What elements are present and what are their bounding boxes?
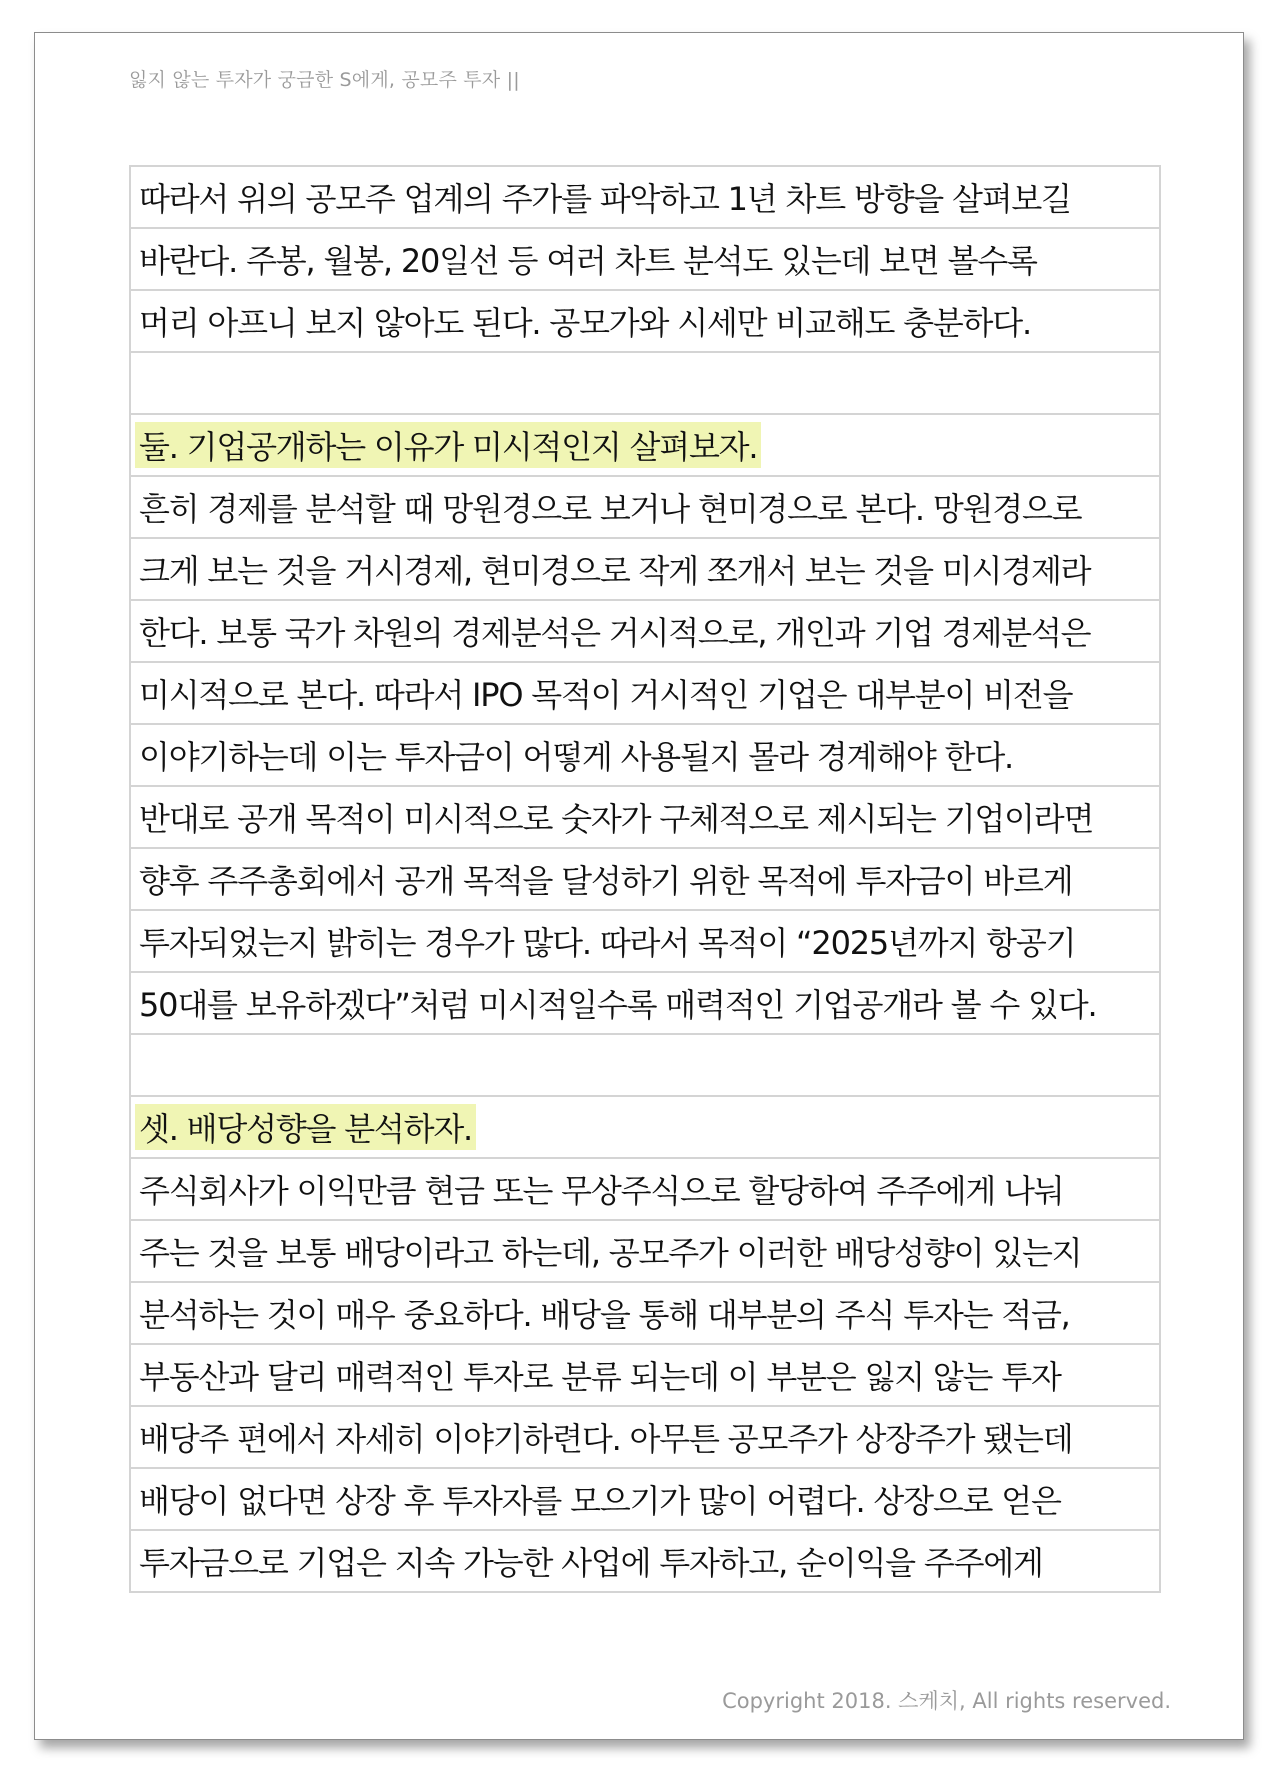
text-line-content: 따라서 위의 공모주 업계의 주가를 파악하고 1년 차트 방향을 살펴보길 — [139, 180, 1071, 218]
text-line — [131, 725, 1159, 787]
blank-line — [131, 1035, 1159, 1097]
text-line-content: 부동산과 달리 매력적인 투자로 분류 되는데 이 부분은 잃지 않는 투자 — [139, 1358, 1061, 1396]
text-line — [131, 1283, 1159, 1345]
text-line-content: 향후 주주총회에서 공개 목적을 달성하기 위한 목적에 투자금이 바르게 — [139, 862, 1073, 900]
text-line-content: 흔히 경제를 분석할 때 망원경으로 보거나 현미경으로 본다. 망원경으로 — [139, 490, 1082, 528]
text-line — [131, 787, 1159, 849]
text-line — [131, 911, 1159, 973]
text-line — [131, 1469, 1159, 1531]
section-heading-line — [131, 1097, 1159, 1159]
text-line — [131, 229, 1159, 291]
section-heading-two: 둘. 기업공개하는 이유가 미시적인지 살펴보자. — [135, 422, 761, 468]
text-line — [131, 1407, 1159, 1469]
text-line-content: 주식회사가 이익만큼 현금 또는 무상주식으로 할당하여 주주에게 나눠 — [139, 1172, 1064, 1210]
running-header: 잃지 않는 투자가 궁금한 S에게, 공모주 투자 || — [129, 69, 520, 91]
text-line-content: 투자금으로 기업은 지속 가능한 사업에 투자하고, 순이익을 주주에게 — [139, 1544, 1043, 1582]
text-line — [131, 477, 1159, 539]
text-line — [131, 167, 1159, 229]
text-line — [131, 1159, 1159, 1221]
text-line — [131, 849, 1159, 911]
copyright-footer: Copyright 2018. 스케치, All rights reserved. — [722, 1689, 1171, 1713]
text-line — [131, 601, 1159, 663]
body-text-table — [129, 165, 1161, 1593]
text-line-content: 분석하는 것이 매우 중요하다. 배당을 통해 대부분의 주식 투자는 적금, — [139, 1296, 1070, 1334]
text-line-content: 반대로 공개 목적이 미시적으로 숫자가 구체적으로 제시되는 기업이라면 — [139, 800, 1094, 838]
text-line-content: 주는 것을 보통 배당이라고 하는데, 공모주가 이러한 배당성향이 있는지 — [139, 1234, 1082, 1272]
text-line-content: 한다. 보통 국가 차원의 경제분석은 거시적으로, 개인과 기업 경제분석은 — [139, 614, 1091, 652]
text-line — [131, 663, 1159, 725]
text-line-content: 배당주 편에서 자세히 이야기하련다. 아무튼 공모주가 상장주가 됐는데 — [139, 1420, 1073, 1458]
text-line — [131, 1345, 1159, 1407]
section-heading-line — [131, 415, 1159, 477]
text-line — [131, 291, 1159, 353]
text-line-content: 배당이 없다면 상장 후 투자자를 모으기가 많이 어렵다. 상장으로 얻은 — [139, 1482, 1061, 1520]
text-line-content: 투자되었는지 밝히는 경우가 많다. 따라서 목적이 “2025년까지 항공기 — [139, 924, 1076, 962]
text-line-content: 바란다. 주봉, 월봉, 20일선 등 여러 차트 분석도 있는데 보면 볼수록 — [139, 242, 1037, 280]
text-line — [131, 1531, 1159, 1593]
text-line-content: 이야기하는데 이는 투자금이 어떻게 사용될지 몰라 경계해야 한다. — [139, 738, 1014, 776]
text-line-content: 머리 아프니 보지 않아도 된다. 공모가와 시세만 비교해도 충분하다. — [139, 304, 1031, 342]
text-line — [131, 1221, 1159, 1283]
text-line-content: 크게 보는 것을 거시경제, 현미경으로 작게 쪼개서 보는 것을 미시경제라 — [139, 552, 1091, 590]
text-line — [131, 973, 1159, 1035]
text-line-content: 미시적으로 본다. 따라서 IPO 목적이 거시적인 기업은 대부분이 비전을 — [139, 676, 1073, 714]
document-page — [34, 32, 1244, 1740]
text-line-content: 50대를 보유하겠다”처럼 미시적일수록 매력적인 기업공개라 볼 수 있다. — [139, 986, 1097, 1024]
section-heading-three: 셋. 배당성향을 분석하자. — [135, 1104, 476, 1150]
text-line — [131, 539, 1159, 601]
blank-line — [131, 353, 1159, 415]
